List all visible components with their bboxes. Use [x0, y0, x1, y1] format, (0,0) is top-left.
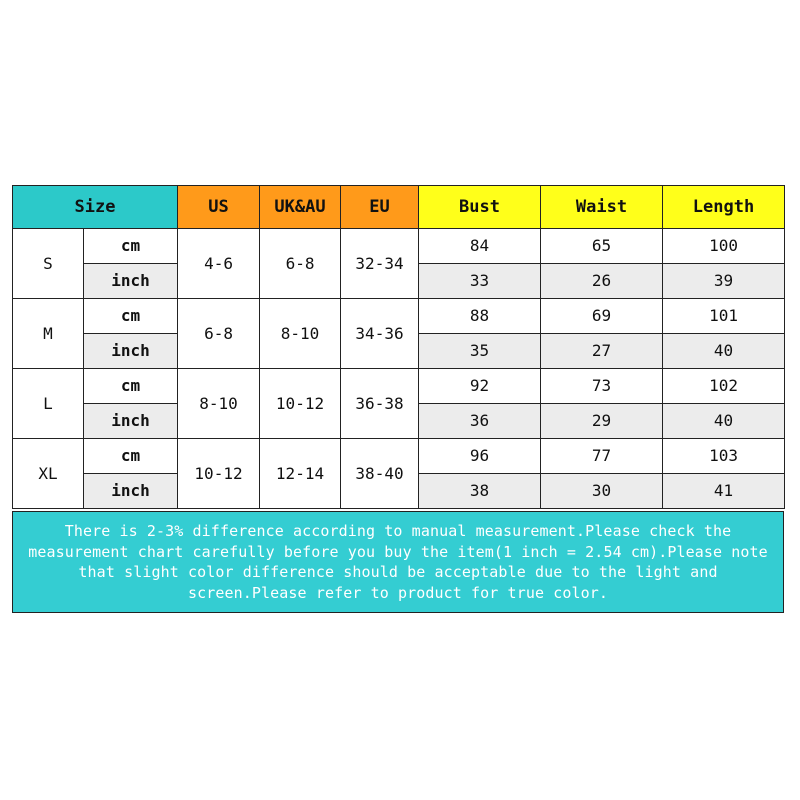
- header-us: US: [178, 186, 260, 229]
- header-ukau: UK&AU: [260, 186, 341, 229]
- unit-cm: cm: [84, 369, 178, 404]
- note-line: measurement chart carefully before you buy the item(1 inch = 2.54 cm).Please note: [28, 542, 768, 561]
- length-inch: 41: [663, 474, 785, 509]
- waist-cm: 69: [541, 299, 663, 334]
- bust-cm: 84: [419, 229, 541, 264]
- header-eu: EU: [341, 186, 419, 229]
- size-chart: [12, 185, 784, 615]
- unit-inch: inch: [84, 334, 178, 369]
- ukau-value: 10-12: [260, 369, 341, 439]
- bust-cm: 88: [419, 299, 541, 334]
- header-length: Length: [663, 186, 785, 229]
- unit-cm: cm: [84, 299, 178, 334]
- ukau-value: 6-8: [260, 229, 341, 299]
- measurement-note: [12, 511, 784, 613]
- header-waist: Waist: [541, 186, 663, 229]
- unit-inch: inch: [84, 264, 178, 299]
- row-xl-cm: [13, 439, 785, 474]
- length-inch: 40: [663, 334, 785, 369]
- bust-cm: 96: [419, 439, 541, 474]
- length-cm: 103: [663, 439, 785, 474]
- bust-inch: 38: [419, 474, 541, 509]
- us-value: 6-8: [178, 299, 260, 369]
- waist-inch: 27: [541, 334, 663, 369]
- length-inch: 40: [663, 404, 785, 439]
- row-s-cm: [13, 229, 785, 264]
- eu-value: 34-36: [341, 299, 419, 369]
- header-bust: Bust: [419, 186, 541, 229]
- bust-inch: 33: [419, 264, 541, 299]
- length-cm: 100: [663, 229, 785, 264]
- size-label-l: L: [13, 369, 84, 439]
- us-value: 4-6: [178, 229, 260, 299]
- waist-inch: 26: [541, 264, 663, 299]
- unit-inch: inch: [84, 474, 178, 509]
- bust-inch: 35: [419, 334, 541, 369]
- row-m-cm: [13, 299, 785, 334]
- size-table: [12, 185, 785, 509]
- length-inch: 39: [663, 264, 785, 299]
- size-label-xl: XL: [13, 439, 84, 509]
- eu-value: 38-40: [341, 439, 419, 509]
- note-line: that slight color difference should be acceptable due to the light and: [78, 563, 718, 581]
- bust-cm: 92: [419, 369, 541, 404]
- length-cm: 101: [663, 299, 785, 334]
- length-cm: 102: [663, 369, 785, 404]
- unit-cm: cm: [84, 229, 178, 264]
- us-value: 8-10: [178, 369, 260, 439]
- note-line: There is 2-3% difference according to manual measurement.Please check the: [64, 522, 732, 540]
- note-line: screen.Please refer to product for true color.: [187, 583, 608, 602]
- unit-cm: cm: [84, 439, 178, 474]
- size-label-m: M: [13, 299, 84, 369]
- waist-inch: 29: [541, 404, 663, 439]
- waist-cm: 65: [541, 229, 663, 264]
- note-text: [28, 521, 768, 603]
- ukau-value: 8-10: [260, 299, 341, 369]
- waist-inch: 30: [541, 474, 663, 509]
- us-value: 10-12: [178, 439, 260, 509]
- waist-cm: 77: [541, 439, 663, 474]
- header-row: [13, 186, 785, 229]
- eu-value: 36-38: [341, 369, 419, 439]
- unit-inch: inch: [84, 404, 178, 439]
- header-size: Size: [13, 186, 178, 229]
- bust-inch: 36: [419, 404, 541, 439]
- size-label-s: S: [13, 229, 84, 299]
- waist-cm: 73: [541, 369, 663, 404]
- eu-value: 32-34: [341, 229, 419, 299]
- ukau-value: 12-14: [260, 439, 341, 509]
- row-l-cm: [13, 369, 785, 404]
